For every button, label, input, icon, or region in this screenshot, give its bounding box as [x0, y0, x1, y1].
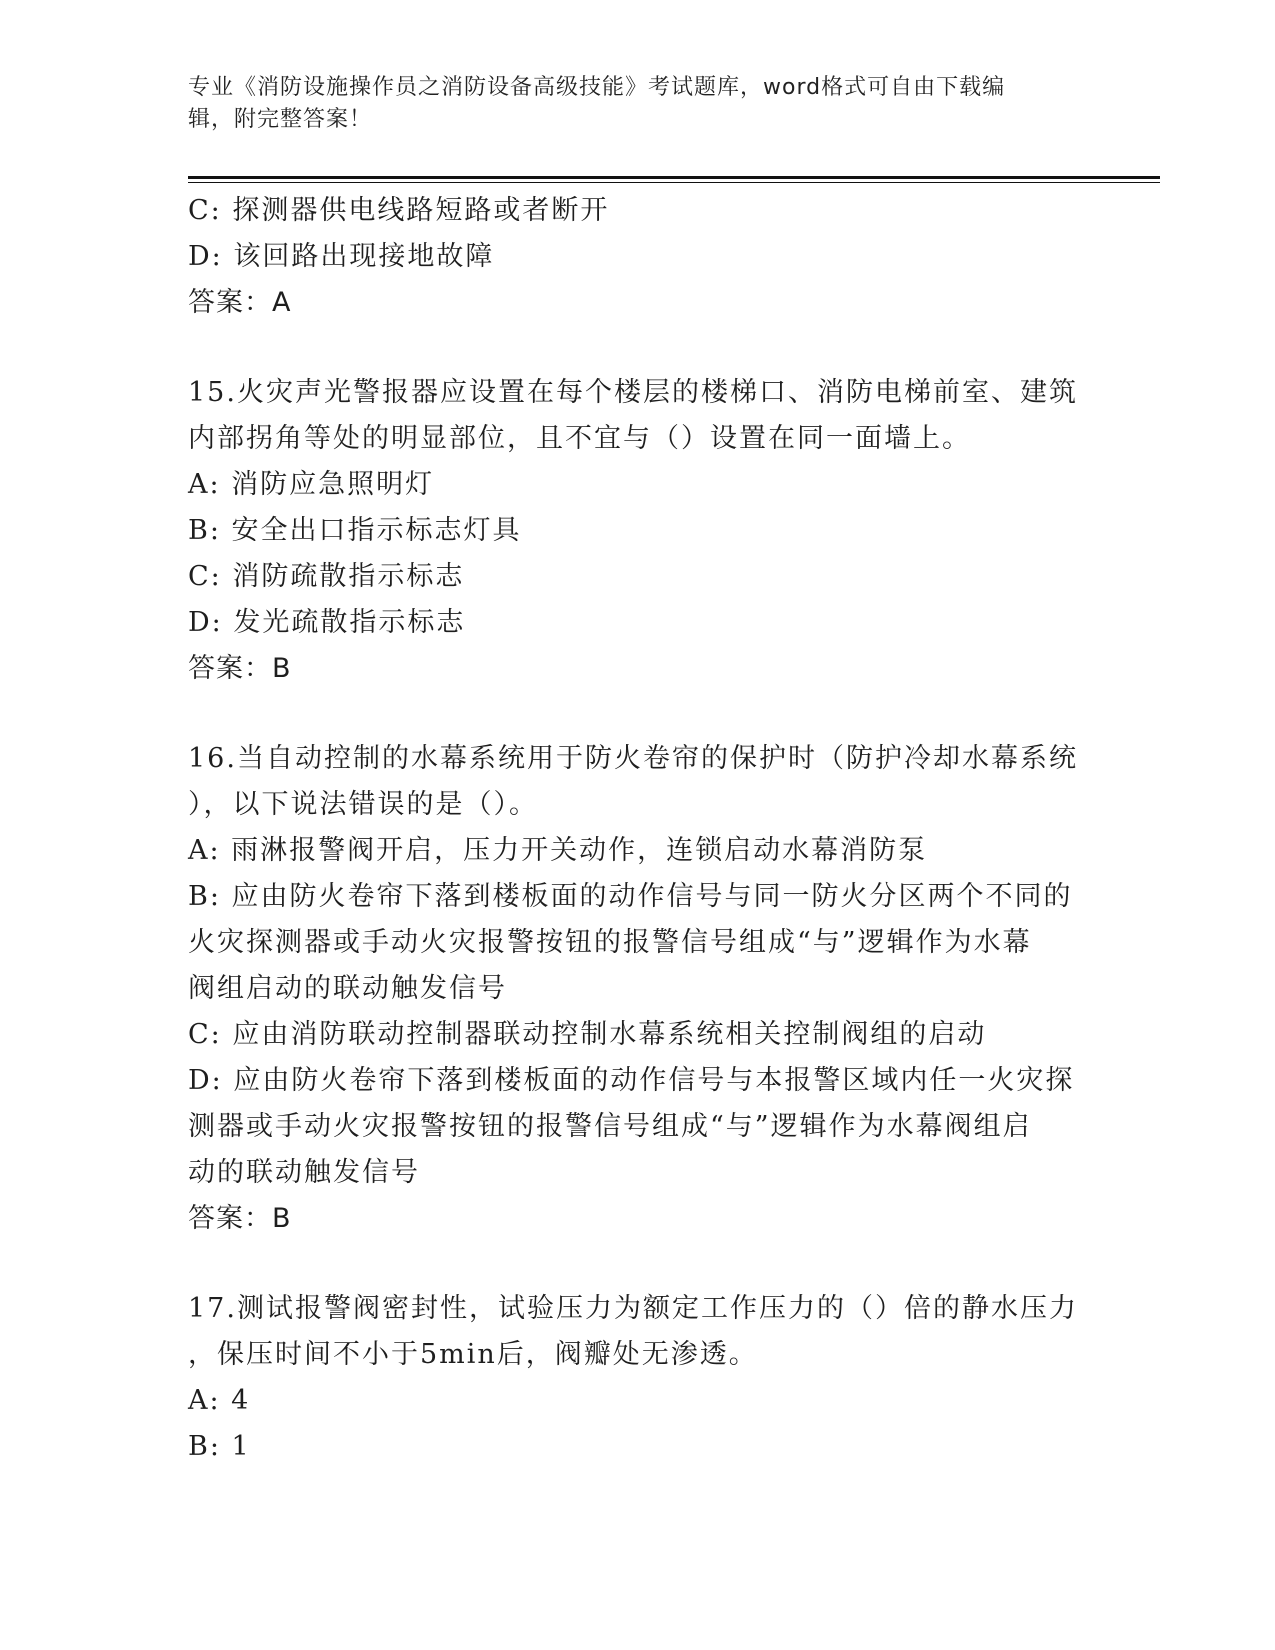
question-stem-line: 内部拐角等处的明显部位，且不宜与（）设置在同一面墙上。	[188, 423, 971, 454]
option-b-continuation: 火灾探测器或手动火灾报警按钮的报警信号组成“与”逻辑作为水幕	[188, 927, 1032, 958]
header-divider-thin	[188, 182, 1160, 183]
document-header	[188, 72, 1068, 136]
option-d: D: 发光疏散指示标志	[188, 607, 466, 638]
question-stem-line: 16.当自动控制的水幕系统用于防火卷帘的保护时（防护冷却水幕系统	[188, 743, 1078, 774]
header-line-2: 辑，附完整答案！	[188, 107, 373, 132]
option-c: C: 探测器供电线路短路或者断开	[188, 195, 610, 226]
option-b: B: 应由防火卷帘下落到楼板面的动作信号与同一防火分区两个不同的	[188, 881, 1073, 912]
question-gap	[188, 1242, 1088, 1286]
question-content	[188, 188, 1088, 1470]
option-a: A: 4	[188, 1385, 251, 1416]
answer: 答案：B	[188, 1203, 292, 1234]
option-d-continuation: 动的联动触发信号	[188, 1157, 420, 1188]
option-b: B: 1	[188, 1431, 251, 1462]
option-d: D: 该回路出现接地故障	[188, 241, 495, 272]
question-17	[188, 1286, 1088, 1470]
previous-question-tail	[188, 188, 1088, 326]
question-15	[188, 370, 1088, 692]
option-d: D: 应由防火卷帘下落到楼板面的动作信号与本报警区域内任一火灾探	[188, 1065, 1075, 1096]
header-divider-thick	[188, 176, 1160, 179]
option-c: C: 消防疏散指示标志	[188, 561, 465, 592]
question-gap	[188, 692, 1088, 736]
question-16	[188, 736, 1088, 1242]
answer: 答案：B	[188, 653, 292, 684]
question-stem-line: ），以下说法错误的是（）。	[188, 789, 538, 820]
question-gap	[188, 326, 1088, 370]
question-stem-line: 15.火灾声光警报器应设置在每个楼层的楼梯口、消防电梯前室、建筑	[188, 377, 1078, 408]
header-line-1: 专业《消防设施操作员之消防设备高级技能》考试题库，word格式可自由下载编	[188, 75, 1006, 100]
option-c: C: 应由消防联动控制器联动控制水幕系统相关控制阀组的启动	[188, 1019, 987, 1050]
option-a: A: 雨淋报警阀开启，压力开关动作，连锁启动水幕消防泵	[188, 835, 928, 866]
question-stem-line: 17.测试报警阀密封性，试验压力为额定工作压力的（）倍的静水压力	[188, 1293, 1078, 1324]
option-b-continuation: 阀组启动的联动触发信号	[188, 973, 507, 1004]
question-stem-line: ，保压时间不小于5min后，阀瓣处无渗透。	[188, 1339, 758, 1370]
option-d-continuation: 测器或手动火灾报警按钮的报警信号组成“与”逻辑作为水幕阀组启	[188, 1111, 1032, 1142]
answer: 答案：A	[188, 287, 292, 318]
option-a: A: 消防应急照明灯	[188, 469, 435, 500]
option-b: B: 安全出口指示标志灯具	[188, 515, 522, 546]
